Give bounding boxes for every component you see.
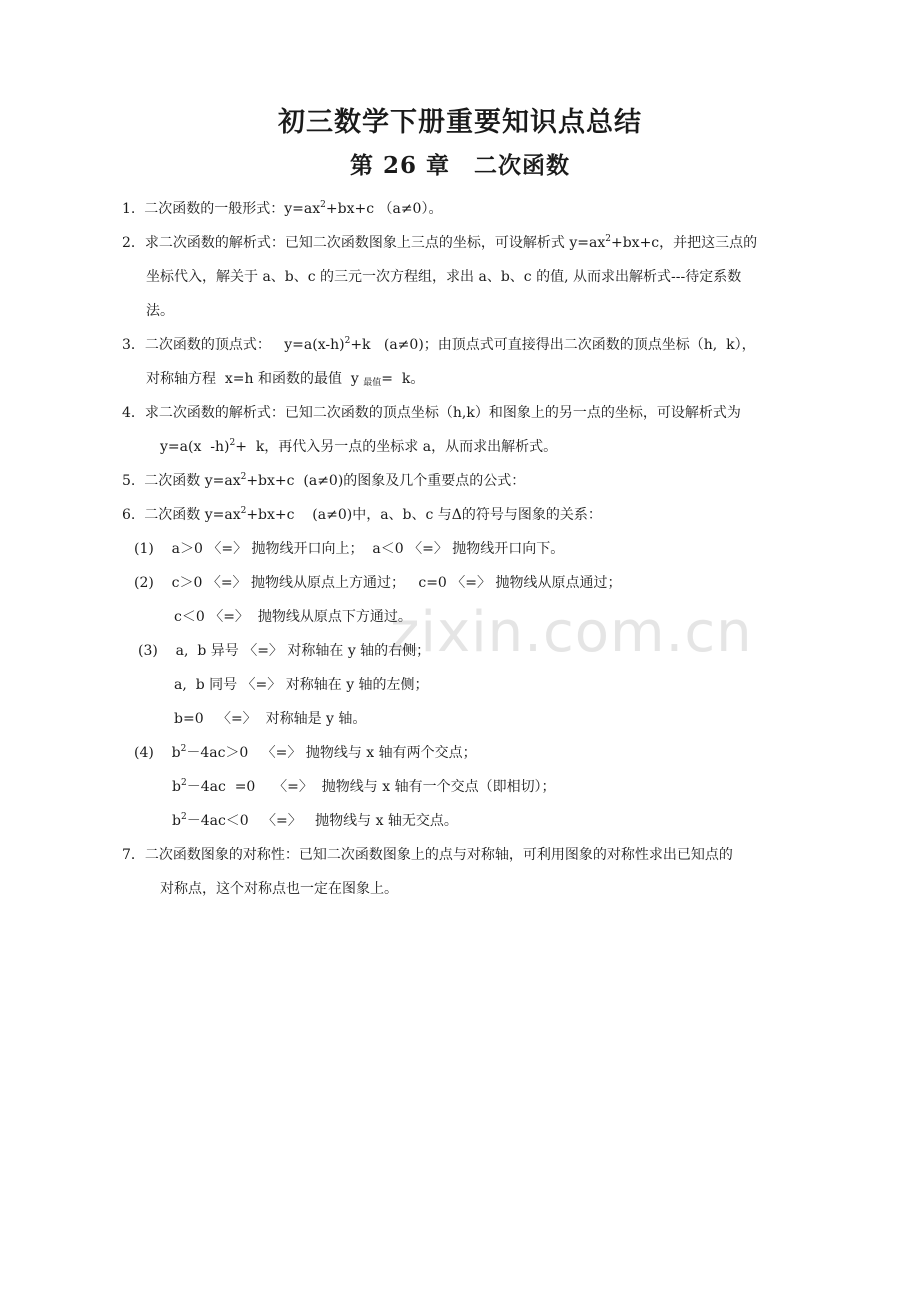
item-4-line-1: 4．求二次函数的解析式：已知二次函数的顶点坐标（h,k）和图象上的另一点的坐标，可设解析式为	[122, 405, 741, 421]
item-4-line-2: y=a(x -h)$^2$+ k，再代入另一点的坐标求 a，从而求出解析式。	[160, 438, 558, 455]
item-6-sub-3-line-3: b=0 〈=〉 对称轴是 y 轴。	[174, 711, 367, 727]
item-6-sub-3-line-2: a, b 同号 〈=〉 对称轴在 y 轴的左侧；	[174, 677, 429, 693]
item-6-sub-4-line-1: (4) $b^2-4ac>0$ 〈=〉 抛物线与 x 轴有两个交点；	[134, 744, 477, 761]
chapter-title: 第 26 章 二次函数	[349, 152, 571, 179]
item-6-sub-2-line-2: c＜0 〈=〉 抛物线从原点下方通过。	[174, 609, 412, 625]
item-6-line: 6. 二次函数 $y=ax^2+bx+c$ (a≠0)中，a、b、c 与Δ的符号与图象的关系：	[122, 506, 602, 523]
item-6-sub-2-line-1: (2) c＞0 〈=〉 抛物线从原点上方通过； c=0 〈=〉 抛物线从原点通过；	[134, 575, 622, 591]
item-2-line-3: 法。	[146, 303, 174, 319]
item-5-line: 5. 二次函数 $y=ax^2+bx+c$ (a≠0)的图象及几个重要点的公式：	[122, 472, 526, 489]
item-2-line-2: 坐标代入，解关于 a、b、c 的三元一次方程组，求出 a、b、c 的值, 从而求出解析式---待定系数	[146, 269, 742, 285]
item-6-sub-1: (1) a＞0 〈=〉 抛物线开口向上； a＜0 〈=〉 抛物线开口向下。	[134, 541, 565, 557]
item-1-line: 1. 二次函数的一般形式：$y=ax^2+bx+c$ （a≠0）。	[122, 200, 443, 217]
item-6-sub-3-line-1: (3) a, b 异号 〈=〉 对称轴在 y 轴的右侧；	[138, 643, 431, 659]
watermark: zixin.com.cn	[390, 600, 753, 665]
item-7-line-1: 7．二次函数图象的对称性：已知二次函数图象上的点与对称轴，可利用图象的对称性求出已知点的	[122, 847, 733, 863]
item-2-line-1: 2．求二次函数的解析式：已知二次函数图象上三点的坐标，可设解析式 $y=ax^2+bx+c$，并把这三点的	[122, 234, 758, 251]
item-6-sub-4-line-2: $b^2-4ac =0$ 〈=〉 抛物线与 x 轴有一个交点（即相切）；	[172, 778, 556, 795]
document-title: 初三数学下册重要知识点总结	[278, 107, 642, 138]
item-7-line-2: 对称点，这个对称点也一定在图象上。	[160, 881, 398, 897]
item-6-sub-4-line-3: $b^2-4ac<0$ 〈=〉 抛物线与 x 轴无交点。	[172, 812, 458, 829]
item-3-line-2: 对称轴方程 x=h 和函数的最值 y $_{最值}$= k。	[146, 371, 425, 388]
item-3-line-1: 3．二次函数的顶点式： $y=a(x-h)^2+k$ (a≠0)；由顶点式可直接得出二次函数的顶点坐标（h, k），	[122, 336, 756, 353]
